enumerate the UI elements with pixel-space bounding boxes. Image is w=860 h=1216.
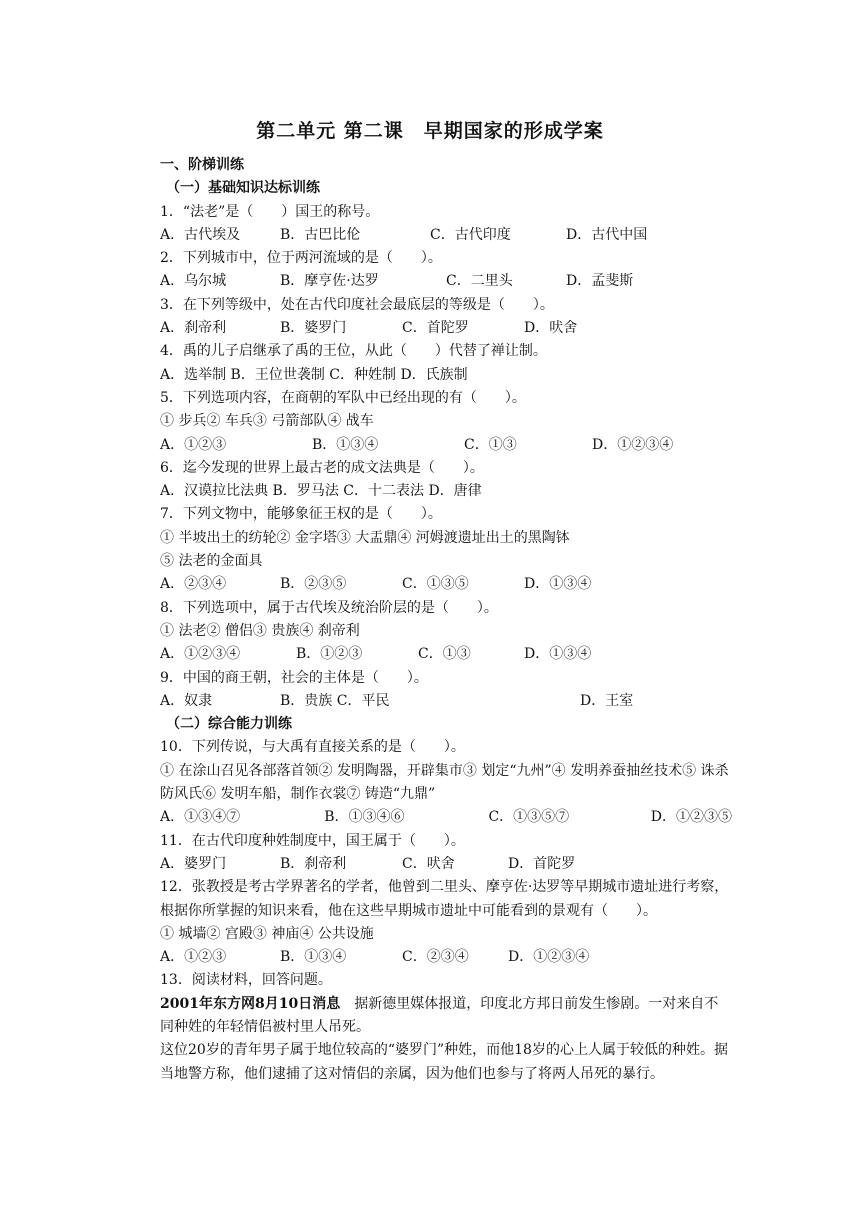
subsection-heading: （二）综合能力训练 <box>166 716 292 733</box>
question-4-stem: 4．禹的儿子启继承了禹的王位，从此（ ）代替了禅让制。 <box>160 343 547 360</box>
question-2-stem: 2．下列城市中，位于两河流域的是（ ）。 <box>160 250 442 267</box>
option-b: B．②③⑤ <box>280 576 347 593</box>
reading-material-paragraph-1 <box>160 993 732 1040</box>
news-source: 2001年东方网8月10日消息 <box>160 995 341 1012</box>
question-10-options <box>160 806 732 829</box>
option-b: B．刹帝利 <box>280 855 347 872</box>
question-12-stem: 12．张教授是考古学界著名的学者，他曾到二里头、摩亨佐·达罗等早期城市遗址进行考察，根据你所掌握的知识来看，他在这些早期城市遗址中可能看到的景观有（ ）。 <box>160 879 729 919</box>
option-a: A．①②③ <box>160 949 227 966</box>
question-13-stem: 13．阅读材料，回答问题。 <box>160 972 332 989</box>
document-title: 第二单元 第二课 早期国家的形成学案 <box>256 120 604 142</box>
option-a: A．乌尔城 <box>160 273 227 290</box>
option-d: D．古代中国 <box>566 226 648 243</box>
option-c: C．首陀罗 <box>402 320 469 337</box>
option-a: A．婆罗门 <box>160 855 227 872</box>
question-7-items-cont: ⑤ 法老的金面具 <box>160 553 263 570</box>
question-6-options: A．汉谟拉比法典 B．罗马法 C．十二表法 D．唐律 <box>160 483 482 500</box>
option-d: D．①②③④ <box>592 436 674 453</box>
option-b-c: B．贵族 C．平民 <box>280 692 390 709</box>
question-3-options <box>160 317 732 340</box>
option-b: B．婆罗门 <box>280 320 347 337</box>
question-9-stem: 9．中国的商王朝，社会的主体是（ ）。 <box>160 669 428 686</box>
question-7-items: ① 半坡出土的纺轮② 金字塔③ 大盂鼎④ 河姆渡遗址出土的黑陶钵 <box>160 529 570 546</box>
question-5-items: ① 步兵② 车兵③ 弓箭部队④ 战车 <box>160 413 374 430</box>
option-c: C．①③⑤ <box>402 576 469 593</box>
option-c: C．①③ <box>464 436 517 453</box>
option-b: B．摩亨佐·达罗 <box>280 273 379 290</box>
option-a: A．②③④ <box>160 576 227 593</box>
question-5-stem: 5．下列选项内容，在商朝的军队中已经出现的有（ ）。 <box>160 389 526 406</box>
question-7-stem: 7．下列文物中，能够象征王权的是（ ）。 <box>160 506 442 523</box>
option-b: B．①②③ <box>296 646 363 663</box>
question-3-stem: 3．在下列等级中，处在古代印度社会最底层的等级是（ ）。 <box>160 296 554 313</box>
option-d: D．①③④ <box>524 646 592 663</box>
question-2-options <box>160 270 732 293</box>
question-11-options <box>160 853 732 876</box>
document-body <box>160 154 732 1086</box>
option-a: A．①②③④ <box>160 646 241 663</box>
option-c: C．①③ <box>418 646 471 663</box>
option-c: C．二里头 <box>446 273 513 290</box>
question-8-items: ① 法老② 僧侣③ 贵族④ 刹帝利 <box>160 622 360 639</box>
option-b: B．①③④ <box>312 436 379 453</box>
option-b: B．古巴比伦 <box>280 226 361 243</box>
option-d: D．吠舍 <box>524 320 578 337</box>
option-a: A．奴隶 <box>160 692 213 709</box>
question-10-stem: 10．下列传说，与大禹有直接关系的是（ ）。 <box>160 739 465 756</box>
option-a: A．古代埃及 <box>160 226 241 243</box>
option-c: C．②③④ <box>402 949 469 966</box>
option-d: D．①②③④ <box>508 949 590 966</box>
paragraph-text: 据新德里媒体报道，印度北方邦日前发生惨剧。一对来自不同种姓的年轻情侣被村里人吊死。 <box>160 995 719 1035</box>
option-d: D．①③④ <box>524 576 592 593</box>
question-1-options <box>160 224 732 247</box>
reading-material-paragraph-2: 这位20岁的青年男子属于地位较高的“婆罗门”种姓，而他18岁的心上人属于较低的种姓。据当地警方称，他们逮捕了这对情侣的亲属，因为他们也参与了将两人吊死的暴行。 <box>160 1042 728 1082</box>
option-d: D．孟斐斯 <box>566 273 634 290</box>
section-heading: 一、阶梯训练 <box>160 157 244 173</box>
option-b: B．①③④ <box>280 949 347 966</box>
subsection-heading: （一）基础知识达标训练 <box>166 180 320 197</box>
question-6-stem: 6．迄今发现的世界上最古老的成文法典是（ ）。 <box>160 459 484 476</box>
option-d: D．①②③⑤ <box>650 809 732 826</box>
option-d: D．王室 <box>580 692 634 709</box>
question-10-items: ① 在涂山召见各部落首领② 发明陶器，开辟集市③ 划定“九州”④ 发明养蚕抽丝技术⑤ 诛杀防风氏⑥ 发明车船，制作衣裳⑦ 铸造“九鼎” <box>160 762 729 803</box>
option-a: A．刹帝利 <box>160 320 227 337</box>
option-c: C．吠舍 <box>402 855 455 872</box>
option-c: C．古代印度 <box>430 226 511 243</box>
question-5-options <box>160 434 732 457</box>
option-d: D．首陀罗 <box>508 855 576 872</box>
option-a: A．①②③ <box>160 436 227 453</box>
option-b: B．①③④⑥ <box>324 809 405 826</box>
question-8-options <box>160 643 732 666</box>
question-8-stem: 8．下列选项中，属于古代埃及统治阶层的是（ ）。 <box>160 599 498 616</box>
question-11-stem: 11．在古代印度种姓制度中，国王属于（ ）。 <box>160 832 465 849</box>
question-9-options <box>160 690 732 713</box>
question-7-options <box>160 573 732 596</box>
question-12-items: ① 城墙② 宫殿③ 神庙④ 公共设施 <box>160 925 374 942</box>
question-4-options: A．选举制 B．王位世袭制 C．种姓制 D．氏族制 <box>160 366 468 383</box>
option-a: A．①③④⑦ <box>160 809 241 826</box>
option-c: C．①③⑤⑦ <box>488 809 570 826</box>
question-1-stem: 1．“法老”是（ ）国王的称号。 <box>160 203 380 220</box>
question-12-options <box>160 946 732 969</box>
